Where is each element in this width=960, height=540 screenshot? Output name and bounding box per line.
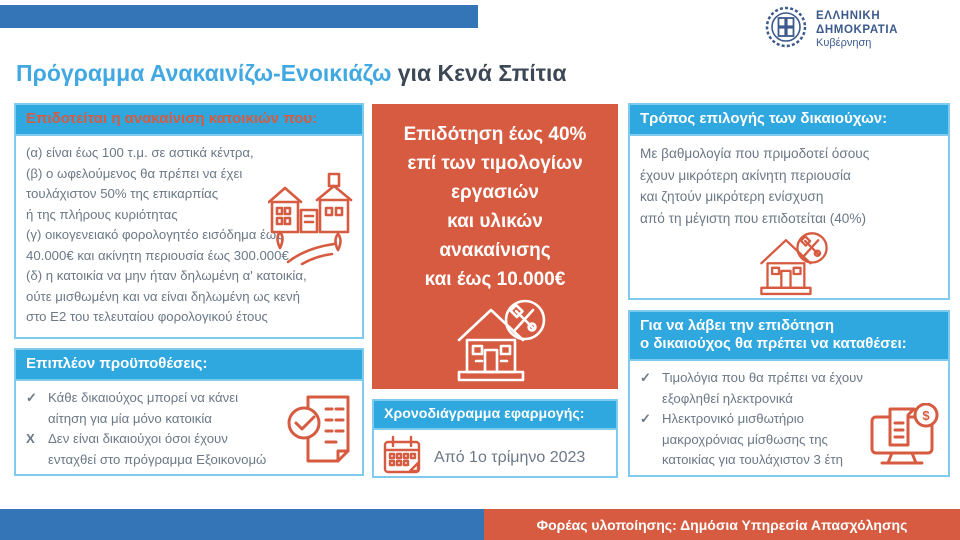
page-title	[16, 60, 567, 87]
timeline-body	[374, 430, 616, 487]
government-logo	[764, 5, 960, 53]
eligibility-line: στο Ε2 του τελευταίου φορολογικού έτους	[26, 309, 268, 324]
eligibility-line: ούτε μισθωμένη και να είναι δηλωμένη ως κενή	[26, 288, 300, 304]
timeline-box	[372, 399, 618, 478]
house-renovation-tools-icon	[372, 298, 618, 389]
selection-body	[630, 136, 948, 311]
eligibility-line: τουλάχιστον 50% της επικαρπίας	[26, 186, 219, 201]
subsidy-line: ανακαίνισης	[439, 240, 551, 261]
monitor-invoice-icon	[868, 403, 944, 478]
timeline-header: Χρονοδιάγραμμα εφαρμογής:	[374, 401, 616, 430]
footer-accent-bar	[0, 509, 484, 540]
check-icon: ✓	[640, 370, 652, 385]
eligibility-line: (δ) η κατοικία να μην ήταν δηλωμένη α' κατοικία,	[26, 268, 307, 283]
eligibility-header: Επιδοτείται η ανακαίνιση κατοικιών που:	[16, 105, 362, 136]
top-accent-bar	[0, 5, 478, 28]
selection-line: και ζητούν μικρότερη ενίσχυση	[640, 189, 824, 204]
subsidy-box	[372, 104, 618, 389]
greek-government-emblem-icon	[764, 5, 808, 54]
subsidy-line: και υλικών	[447, 211, 543, 232]
page-title-program: Πρόγραμμα Ανακαινίζω-Ενοικιάζω	[16, 60, 392, 86]
condition-item	[26, 429, 278, 470]
selection-line: έχουν μικρότερη ακίνητη περιουσία	[640, 167, 851, 183]
timeline-date: Από 1ο τρίμηνο 2023	[434, 449, 586, 466]
check-icon: ✓	[26, 390, 38, 405]
x-icon: Χ	[26, 431, 35, 446]
calendar-icon	[382, 435, 422, 482]
footer-implementer-text: Φορέας υλοποίησης: Δημόσια Υπηρεσία Απασχόλησης	[536, 516, 908, 533]
document-item	[640, 368, 864, 409]
subsidy-line: εργασιών	[451, 182, 539, 203]
documents-body	[630, 361, 948, 478]
condition-text: Δεν είναι δικαιούχοι όσοι έχουν ενταχθεί στο πρόγραμμα Εξοικονομώ	[48, 431, 267, 467]
documents-header-line1: Για να λάβει την επιδότηση	[640, 317, 835, 334]
extra-conditions-box	[14, 348, 364, 476]
check-icon: ✓	[640, 411, 652, 426]
government-subtitle: Κυβέρνηση	[816, 36, 872, 49]
svg-text:$: $	[922, 408, 930, 423]
documents-box	[628, 310, 950, 477]
government-name: ΕΛΛΗΝΙΚΗ ΔΗΜΟΚΡΑΤΙΑ	[816, 9, 899, 36]
house-renovation-tools-icon	[640, 231, 938, 304]
page-title-rest: για Κενά Σπίτια	[391, 60, 567, 86]
eligibility-line: (γ) οικογενειακό φορολογητέο εισόδημα έως	[26, 227, 283, 242]
selection-header: Τρόπος επιλογής των δικαιούχων:	[630, 105, 948, 136]
subsidy-line: και έως 10.000€	[424, 269, 566, 290]
extra-conditions-body	[16, 381, 362, 477]
selection-box	[628, 103, 950, 300]
condition-text: Κάθε δικαιούχος μπορεί να κάνει αίτηση για μία μόνο κατοικία	[48, 390, 239, 426]
condition-item	[26, 388, 278, 429]
document-text: Ηλεκτρονικό μισθωτήριο μακροχρόνιας μίσθωσης της κατοικίας για τουλάχιστον 3 έτη	[662, 411, 843, 467]
checklist-document-icon	[286, 393, 356, 472]
eligibility-line: (α) είναι έως 100 τ.μ. σε αστικά κέντρα,	[26, 145, 254, 160]
eligibility-line: (β) ο ωφελούμενος θα πρέπει να έχει	[26, 165, 243, 181]
documents-header-line2: ο δικαιούχος θα πρέπει να καταθέσει:	[640, 335, 907, 352]
eligibility-line: ή της πλήρους κυριότητας	[26, 206, 178, 222]
eligibility-box	[14, 103, 364, 339]
documents-header	[630, 312, 948, 361]
eligibility-line: 40.000€ και ακίνητη περιουσία έως 300.000€	[26, 247, 289, 263]
subsidy-line: επί των τιμολογίων	[407, 153, 583, 174]
eligibility-body	[16, 136, 362, 335]
village-houses-icon	[268, 170, 354, 273]
selection-line: Με βαθμολογία που πριμοδοτεί όσους	[640, 146, 870, 161]
document-item	[640, 409, 864, 471]
subsidy-line: Επιδότηση έως 40%	[403, 124, 587, 145]
document-text: Τιμολόγια που θα πρέπει να έχουν εξοφληθεί ηλεκτρονικά	[662, 370, 863, 406]
footer-implementer-bar	[484, 509, 960, 540]
extra-conditions-header: Επιπλέον προϋποθέσεις:	[16, 350, 362, 381]
selection-line: από τη μέγιστη που επιδοτείται (40%)	[640, 210, 866, 226]
